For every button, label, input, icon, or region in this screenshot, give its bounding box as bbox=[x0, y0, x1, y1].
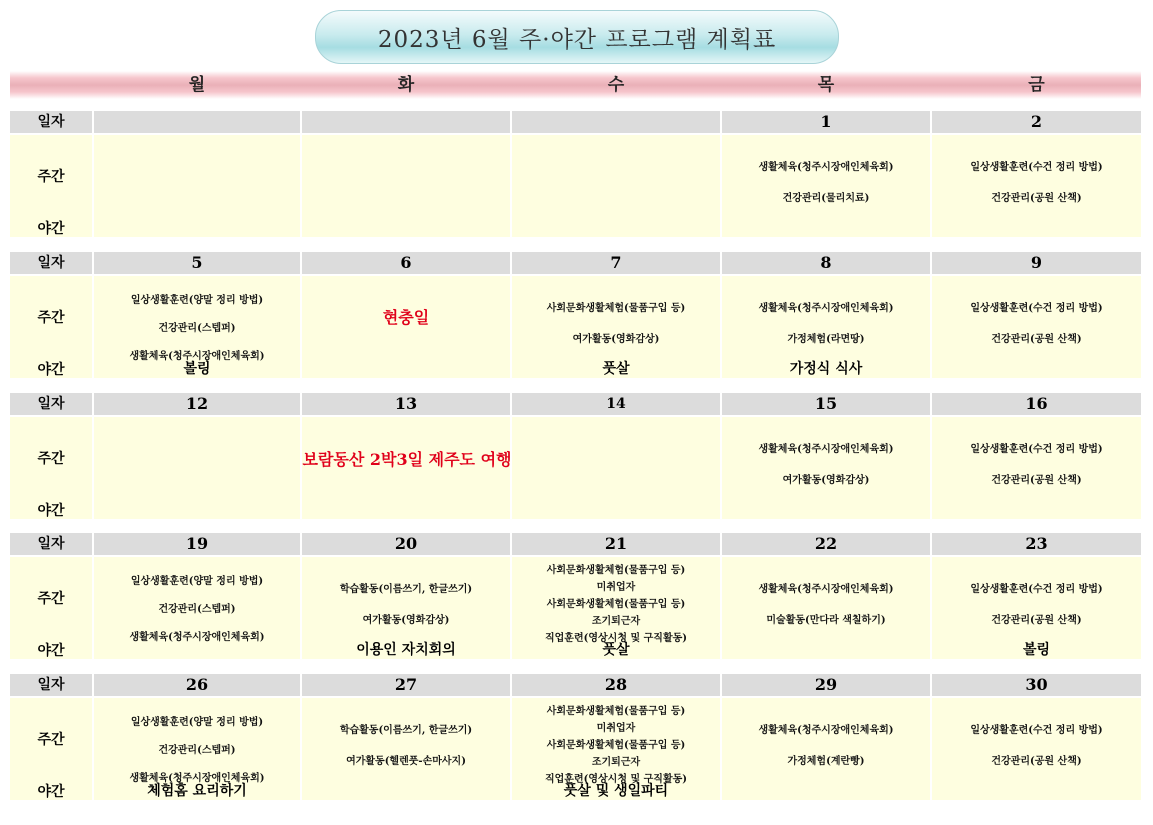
activity-text: 일상생활훈련(수건 정리 방법) bbox=[970, 725, 1103, 736]
activity-text: 사회문화생활체험(물품구입 등) bbox=[546, 599, 686, 610]
activity-text: 일상생활훈련(양말 정리 방법) bbox=[130, 576, 264, 587]
activity-text: 생활체육(청주시장애인체육회) bbox=[758, 584, 894, 595]
week-block bbox=[10, 111, 1141, 239]
week-block bbox=[10, 252, 1141, 380]
schedule-cell bbox=[94, 135, 300, 237]
activity-text: 일상생활훈련(수건 정리 방법) bbox=[970, 444, 1103, 455]
activity-text: 건강관리(공원 산책) bbox=[991, 615, 1082, 626]
activity-text: 미술활동(만다라 색칠하기) bbox=[766, 615, 886, 626]
activity-text: 일상생활훈련(수건 정리 방법) bbox=[970, 584, 1103, 595]
date-cell: 19 bbox=[94, 533, 300, 555]
date-cell: 23 bbox=[932, 533, 1141, 555]
schedule-cell bbox=[932, 276, 1141, 378]
activity-text: 일상생활훈련(수건 정리 방법) bbox=[970, 162, 1103, 173]
week-block bbox=[10, 533, 1141, 661]
activity-text: 여가활동(헬렌풋-손마사지) bbox=[346, 756, 466, 767]
activity-text: 학습활동(이름쓰기, 한글쓰기) bbox=[339, 584, 473, 595]
night-row-label: 야간 bbox=[37, 221, 65, 237]
activity-text: 가정체험(라면땅) bbox=[787, 334, 865, 345]
date-cell: 16 bbox=[932, 393, 1141, 415]
night-event: 가정식 식사 bbox=[789, 361, 863, 377]
date-cell: 12 bbox=[94, 393, 300, 415]
activity-text: 직업훈련(영상시청 및 구직활동) bbox=[544, 633, 687, 644]
activity-text: 여가활동(영화감상) bbox=[362, 615, 450, 626]
activity-text: 건강관리(공원 산책) bbox=[991, 756, 1082, 767]
activity-text: 조기퇴근자 bbox=[591, 757, 641, 768]
date-cell: 28 bbox=[512, 674, 720, 696]
day-row-label: 주간 bbox=[37, 591, 65, 607]
activity-text: 생활체육(청주시장애인체육회) bbox=[129, 773, 265, 784]
date-cell: 30 bbox=[932, 674, 1141, 696]
night-row-label: 야간 bbox=[37, 503, 65, 519]
schedule-cell bbox=[512, 135, 720, 237]
activity-text: 생활체육(청주시장애인체육회) bbox=[758, 444, 894, 455]
schedule-cell bbox=[722, 417, 930, 519]
night-event: 풋살 bbox=[602, 361, 630, 377]
activity-text: 생활체육(청주시장애인체육회) bbox=[758, 725, 894, 736]
schedule-cell bbox=[722, 557, 930, 659]
night-event: 이용인 자치회의 bbox=[356, 642, 456, 658]
activity-text: 학습활동(이름쓰기, 한글쓰기) bbox=[339, 725, 473, 736]
activity-text: 여가활동(영화감상) bbox=[572, 334, 660, 345]
activity-text: 건강관리(공원 산책) bbox=[991, 334, 1082, 345]
night-event: 체험홈 요리하기 bbox=[147, 783, 247, 799]
date-row-label: 일자 bbox=[10, 111, 92, 133]
schedule-cell bbox=[932, 417, 1141, 519]
date-cell: 22 bbox=[722, 533, 930, 555]
date-cell bbox=[302, 111, 510, 133]
date-cell: 14 bbox=[512, 393, 720, 415]
activity-text: 미취업자 bbox=[596, 582, 636, 593]
date-cell: 15 bbox=[722, 393, 930, 415]
date-cell: 13 bbox=[302, 393, 510, 415]
schedule-cell bbox=[932, 698, 1141, 800]
activity-text: 여가활동(영화감상) bbox=[782, 475, 870, 486]
activity-text: 건강관리(물리치료) bbox=[782, 193, 870, 204]
day-row-label: 주간 bbox=[37, 732, 65, 748]
activity-text: 가정체험(계란빵) bbox=[787, 756, 865, 767]
activity-text: 일상생활훈련(양말 정리 방법) bbox=[130, 717, 264, 728]
date-cell bbox=[94, 111, 300, 133]
date-row-label: 일자 bbox=[10, 533, 92, 555]
activity-text: 생활체육(청주시장애인체육회) bbox=[129, 351, 265, 362]
date-cell: 2 bbox=[932, 111, 1141, 133]
night-event: 볼링 bbox=[183, 361, 211, 377]
activity-text: 사회문화생활체험(물품구입 등) bbox=[546, 740, 686, 751]
activity-text: 생활체육(청주시장애인체육회) bbox=[129, 632, 265, 643]
day-row-label: 주간 bbox=[37, 451, 65, 467]
date-row-label: 일자 bbox=[10, 252, 92, 274]
trip-label: 보람동산 2박3일 제주도 여행 bbox=[302, 450, 512, 469]
weekday-mon: 월 bbox=[188, 75, 206, 95]
activity-text: 사회문화생활체험(물품구입 등) bbox=[546, 303, 686, 314]
date-cell: 8 bbox=[722, 252, 930, 274]
night-row-label: 야간 bbox=[37, 784, 65, 800]
night-row-label: 야간 bbox=[37, 643, 65, 659]
date-cell: 9 bbox=[932, 252, 1141, 274]
date-cell: 6 bbox=[302, 252, 510, 274]
date-cell: 20 bbox=[302, 533, 510, 555]
date-row-label: 일자 bbox=[10, 393, 92, 415]
activity-text: 조기퇴근자 bbox=[591, 616, 641, 627]
page-title: 2023년 6월 주·야간 프로그램 계획표 bbox=[315, 10, 839, 64]
night-row-label: 야간 bbox=[37, 362, 65, 378]
date-cell: 1 bbox=[722, 111, 930, 133]
weekday-header bbox=[10, 71, 1141, 99]
night-event: 볼링 bbox=[1022, 642, 1051, 658]
date-cell: 5 bbox=[94, 252, 300, 274]
holiday-label: 현충일 bbox=[382, 308, 430, 327]
schedule-cell bbox=[302, 698, 510, 800]
weekday-fri: 금 bbox=[1028, 75, 1045, 95]
weekday-wed: 수 bbox=[607, 75, 625, 95]
date-cell: 7 bbox=[512, 252, 720, 274]
date-cell: 27 bbox=[302, 674, 510, 696]
activity-text: 건강관리(스텝퍼) bbox=[158, 604, 236, 615]
schedule-cell bbox=[722, 135, 930, 237]
schedule-cell bbox=[722, 698, 930, 800]
week-block bbox=[10, 393, 1141, 521]
night-event: 풋살 bbox=[602, 642, 630, 658]
activity-text: 건강관리(스텝퍼) bbox=[158, 323, 236, 334]
schedule-cell bbox=[932, 135, 1141, 237]
activity-text: 일상생활훈련(양말 정리 방법) bbox=[130, 295, 264, 306]
date-cell: 29 bbox=[722, 674, 930, 696]
activity-text: 생활체육(청주시장애인체육회) bbox=[758, 303, 894, 314]
activity-text: 미취업자 bbox=[596, 723, 636, 734]
date-cell: 26 bbox=[94, 674, 300, 696]
day-row-label: 주간 bbox=[37, 310, 65, 326]
night-event: 풋살 및 생일파티 bbox=[563, 783, 669, 799]
activity-text: 직업훈련(영상시청 및 구직활동) bbox=[544, 774, 687, 785]
date-cell: 21 bbox=[512, 533, 720, 555]
week-block bbox=[10, 674, 1141, 802]
activity-text: 일상생활훈련(수건 정리 방법) bbox=[970, 303, 1103, 314]
activity-text: 건강관리(공원 산책) bbox=[991, 193, 1082, 204]
activity-text: 건강관리(공원 산책) bbox=[991, 475, 1082, 486]
activity-text: 사회문화생활체험(물품구입 등) bbox=[546, 565, 686, 576]
activity-text: 사회문화생활체험(물품구입 등) bbox=[546, 706, 686, 717]
date-cell bbox=[512, 111, 720, 133]
date-row-label: 일자 bbox=[10, 674, 92, 696]
schedule-cell bbox=[302, 135, 510, 237]
activity-text: 건강관리(스텝퍼) bbox=[158, 745, 236, 756]
day-row-label: 주간 bbox=[37, 169, 65, 185]
activity-text: 생활체육(청주시장애인체육회) bbox=[758, 162, 894, 173]
weekday-tue: 화 bbox=[397, 75, 415, 95]
weekday-thu: 목 bbox=[817, 75, 835, 95]
